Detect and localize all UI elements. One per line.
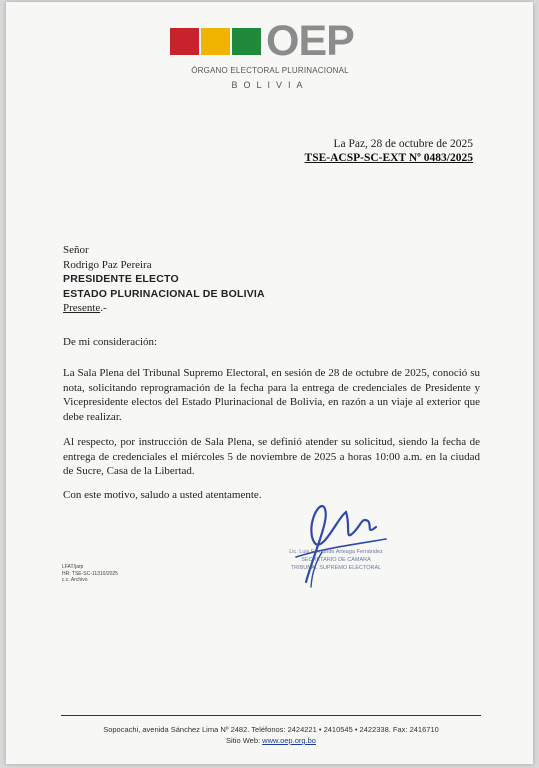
closing-line: Con este motivo, saludo a usted atentamente.	[63, 489, 262, 501]
stamp-line-1: Lic. Luis Fernando Arteaga Fernández	[289, 549, 383, 555]
footer-divider	[61, 715, 481, 716]
logo-text: OEP	[266, 17, 354, 65]
addressee-position-1: PRESIDENTE ELECTO	[63, 273, 179, 285]
footer-address: Sopocachi, avenida Sánchez Lima Nº 2482. Teléfonos: 2424221 • 2410545 • 2422338. Fax: 2416710	[103, 725, 439, 734]
addressee-position-2: ESTADO PLURINACIONAL DE BOLIVIA	[63, 287, 265, 300]
handwritten-signature	[276, 487, 396, 597]
presente-word: Presente	[63, 302, 101, 314]
stamp-line-3: TRIBUNAL SUPREMO ELECTORAL	[290, 565, 382, 571]
presente-suffix: .-	[100, 302, 107, 314]
addressee-presente	[63, 301, 265, 316]
letter-page	[6, 2, 533, 764]
logo-green-square	[232, 28, 261, 55]
logo-yellow-square	[201, 28, 230, 55]
oep-logo	[170, 17, 370, 98]
footer-web-label: Sitio Web:	[226, 736, 261, 745]
footer-web	[46, 735, 496, 746]
stamp-line-2: SECRETARIO DE CÁMARA	[301, 557, 371, 563]
paragraph-1: La Sala Plena del Tribunal Supremo Electoral, en sesión de 28 de octubre de 2025, conoció su nota, solicitando reprogramación de la fecha para la entrega de credenciales de Presidente y Vicepresidente electos del Estado Plurinacional de Bolivia, en razón a un viaje al exterior que debe realizar.	[63, 367, 480, 423]
place-date: La Paz, 28 de octubre de 2025	[333, 138, 473, 150]
salutation: De mi consideración:	[63, 336, 158, 348]
initials-line-1: LFAT/jarp	[62, 564, 84, 570]
official-stamp	[281, 548, 391, 572]
footer-web-link[interactable]: www.oep.org.bo	[262, 736, 316, 745]
reference-number: TSE-ACSP-SC-EXT Nº 0483/2025	[304, 152, 473, 164]
footer	[46, 724, 496, 746]
addressee-name: Rodrigo Paz Pereira	[63, 258, 152, 271]
org-country: BOLIVIA	[231, 80, 309, 90]
paragraph-2: Al respecto, por instrucción de Sala Plena, se definió atender su solicitud, siendo la fecha de entrega de credenciales el miércoles 5 de noviembre de 2025 a horas 10:00 a.m. en la ciudad de Sucre, Casa de la Libertad.	[63, 436, 480, 477]
reference-initials	[62, 564, 118, 584]
addressee-title: Señor	[63, 244, 89, 256]
initials-line-2: HR: TSE-SC-11310/2025	[62, 570, 118, 577]
org-name: ÓRGANO ELECTORAL PLURINACIONAL	[191, 66, 349, 75]
initials-line-3: c.c. Archivo	[62, 577, 88, 583]
logo-red-square	[170, 28, 199, 55]
addressee-block	[63, 243, 265, 316]
